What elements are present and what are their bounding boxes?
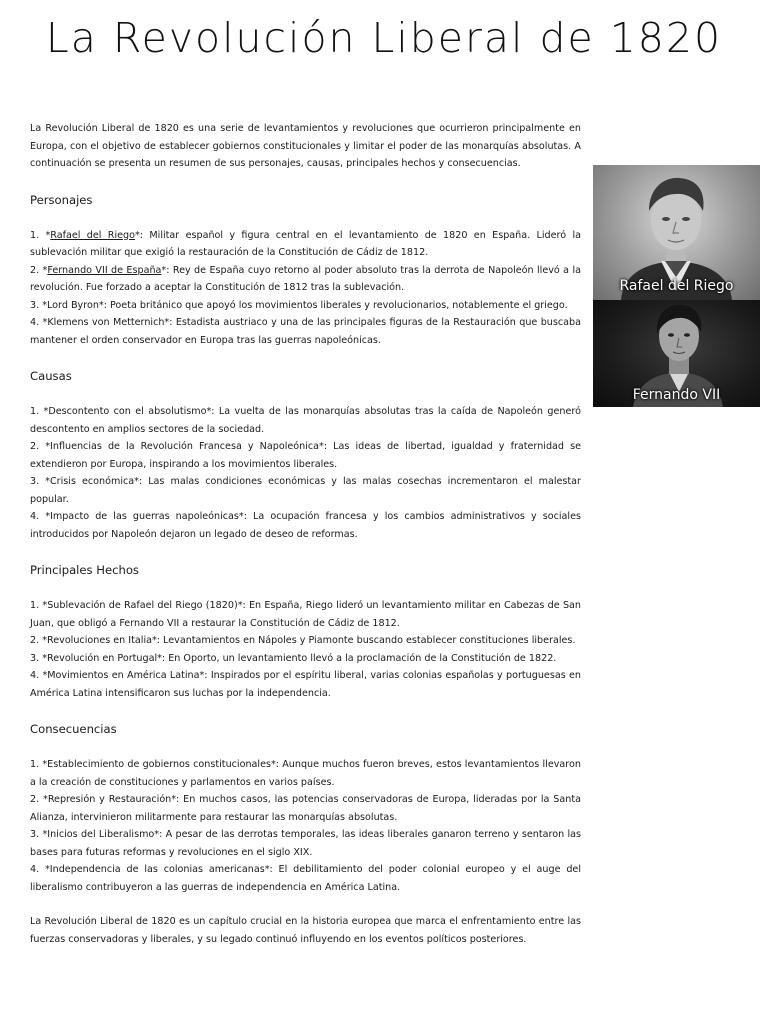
portrait-rafael-del-riego bbox=[593, 165, 760, 300]
list-item: 2. *Represión y Restauración*: En muchos casos, las potencias conservadoras de Europa, lideradas por la Santa Alianza, intervinieron militarmente para restaurar las monarquías absolutas. bbox=[30, 794, 581, 823]
portrait-fernando-vii bbox=[593, 300, 760, 407]
portrait-caption: Rafael del Riego bbox=[619, 278, 734, 294]
item-prefix: 1. * bbox=[30, 229, 51, 241]
consecuencias-list bbox=[30, 756, 581, 896]
list-item: 1. *Descontento con el absolutismo*: La vuelta de las monarquías absolutas tras la caída de Napoleón generó descontento en amplios sectores de la sociedad. bbox=[30, 406, 581, 435]
list-item: 4. *Klemens von Metternich*: Estadista austriaco y una de las principales figuras de la Restauración que buscaba mantener el orden conservador en Europa tras las guerras napoleónicas. bbox=[30, 317, 581, 346]
item-text: *: Rey de España cuyo retorno al poder absoluto tras la derrota de Napoleón llevó a la revolución. Fue forzado a aceptar la Constitución de 1812 tras la sublevación. bbox=[30, 264, 581, 293]
item-prefix: 2. * bbox=[30, 264, 48, 276]
list-item: 2. *Influencias de la Revolución Francesa y Napoleónica*: Las ideas de libertad, igualdad y fraternidad se extendieron por Europa, inspirando a los movimientos liberales. bbox=[30, 441, 581, 470]
portrait-column bbox=[593, 165, 760, 407]
item-text: *: Militar español y figura central en el levantamiento de 1820 en España. Lideró la sublevación militar que exigió la restauración de la Constitución de Cádiz de 1812. bbox=[30, 229, 582, 258]
list-item: 3. *Inicios del Liberalismo*: A pesar de las derrotas temporales, las ideas liberales ganaron terreno y sentaron las bases para futuras reformas y revoluciones en el siglo XIX. bbox=[30, 829, 581, 858]
page-title: La Revolución Liberal de 1820 bbox=[45, 14, 723, 62]
section-heading-hechos: Principales Hechos bbox=[30, 563, 139, 577]
list-item: 3. *Revolución en Portugal*: En Oporto, un levantamiento llevó a la proclamación de la Constitución de 1822. bbox=[30, 652, 557, 664]
closing-paragraph: La Revolución Liberal de 1820 es un capítulo crucial en la historia europea que marca el enfrentamiento entre las fuerzas conservadoras y liberales, y su legado continuó influyendo en los eventos políticos posteriores. bbox=[30, 916, 581, 945]
list-item bbox=[30, 262, 581, 297]
person-name-link: Fernando VII de España bbox=[47, 264, 162, 276]
section-heading-causas: Causas bbox=[30, 369, 72, 383]
intro-paragraph: La Revolución Liberal de 1820 es una serie de levantamientos y revoluciones que ocurrieron principalmente en Europa, con el objetivo de establecer gobiernos constitucionales y limitar el poder de las monarquías absolutas. A continuación se presenta un resumen de sus personajes, causas, principales hechos y consecuencias. bbox=[30, 123, 581, 169]
section-heading-consecuencias: Consecuencias bbox=[30, 722, 117, 736]
person-name-link: Rafael del Riego bbox=[50, 229, 135, 241]
list-item: 2. *Revoluciones en Italia*: Levantamientos en Nápoles y Piamonte buscando establecer constituciones liberales. bbox=[30, 635, 576, 646]
causas-list bbox=[30, 403, 581, 543]
list-item: 4. *Impacto de las guerras napoleónicas*: La ocupación francesa y los cambios administrativos y sociales introducidos por Napoleón dejaron un legado de deseo de reformas. bbox=[30, 511, 581, 540]
list-item: 3. *Crisis económica*: Las malas condiciones económicas y las malas cosechas incrementaron el malestar popular. bbox=[30, 476, 581, 505]
portrait-caption: Fernando VII bbox=[632, 387, 721, 403]
document-body bbox=[30, 120, 581, 948]
personajes-list bbox=[30, 227, 581, 350]
list-item: 3. *Lord Byron*: Poeta británico que apoyó los movimientos liberales y revolucionarios, notablemente el griego. bbox=[30, 299, 568, 311]
list-item: 1. *Establecimiento de gobiernos constitucionales*: Aunque muchos fueron breves, estos levantamientos llevaron a la creación de constituciones y parlamentos en varios países. bbox=[30, 759, 581, 788]
hechos-list bbox=[30, 597, 581, 702]
list-item: 1. *Sublevación de Rafael del Riego (1820)*: En España, Riego lideró un levantamiento militar en Cabezas de San Juan, que obligó a Fernando VII a restaurar la Constitución de Cádiz de 1812. bbox=[30, 600, 581, 629]
list-item: 4. *Movimientos en América Latina*: Inspirados por el espíritu liberal, varias colonias españolas y portuguesas en América Latina intensificaron sus luchas por la independencia. bbox=[30, 670, 581, 699]
list-item bbox=[30, 227, 581, 262]
section-heading-personajes: Personajes bbox=[30, 192, 93, 207]
list-item: 4. *Independencia de las colonias americanas*: El debilitamiento del poder colonial europeo y el auge del liberalismo contribuyeron a las guerras de independencia en América Latina. bbox=[30, 864, 581, 893]
